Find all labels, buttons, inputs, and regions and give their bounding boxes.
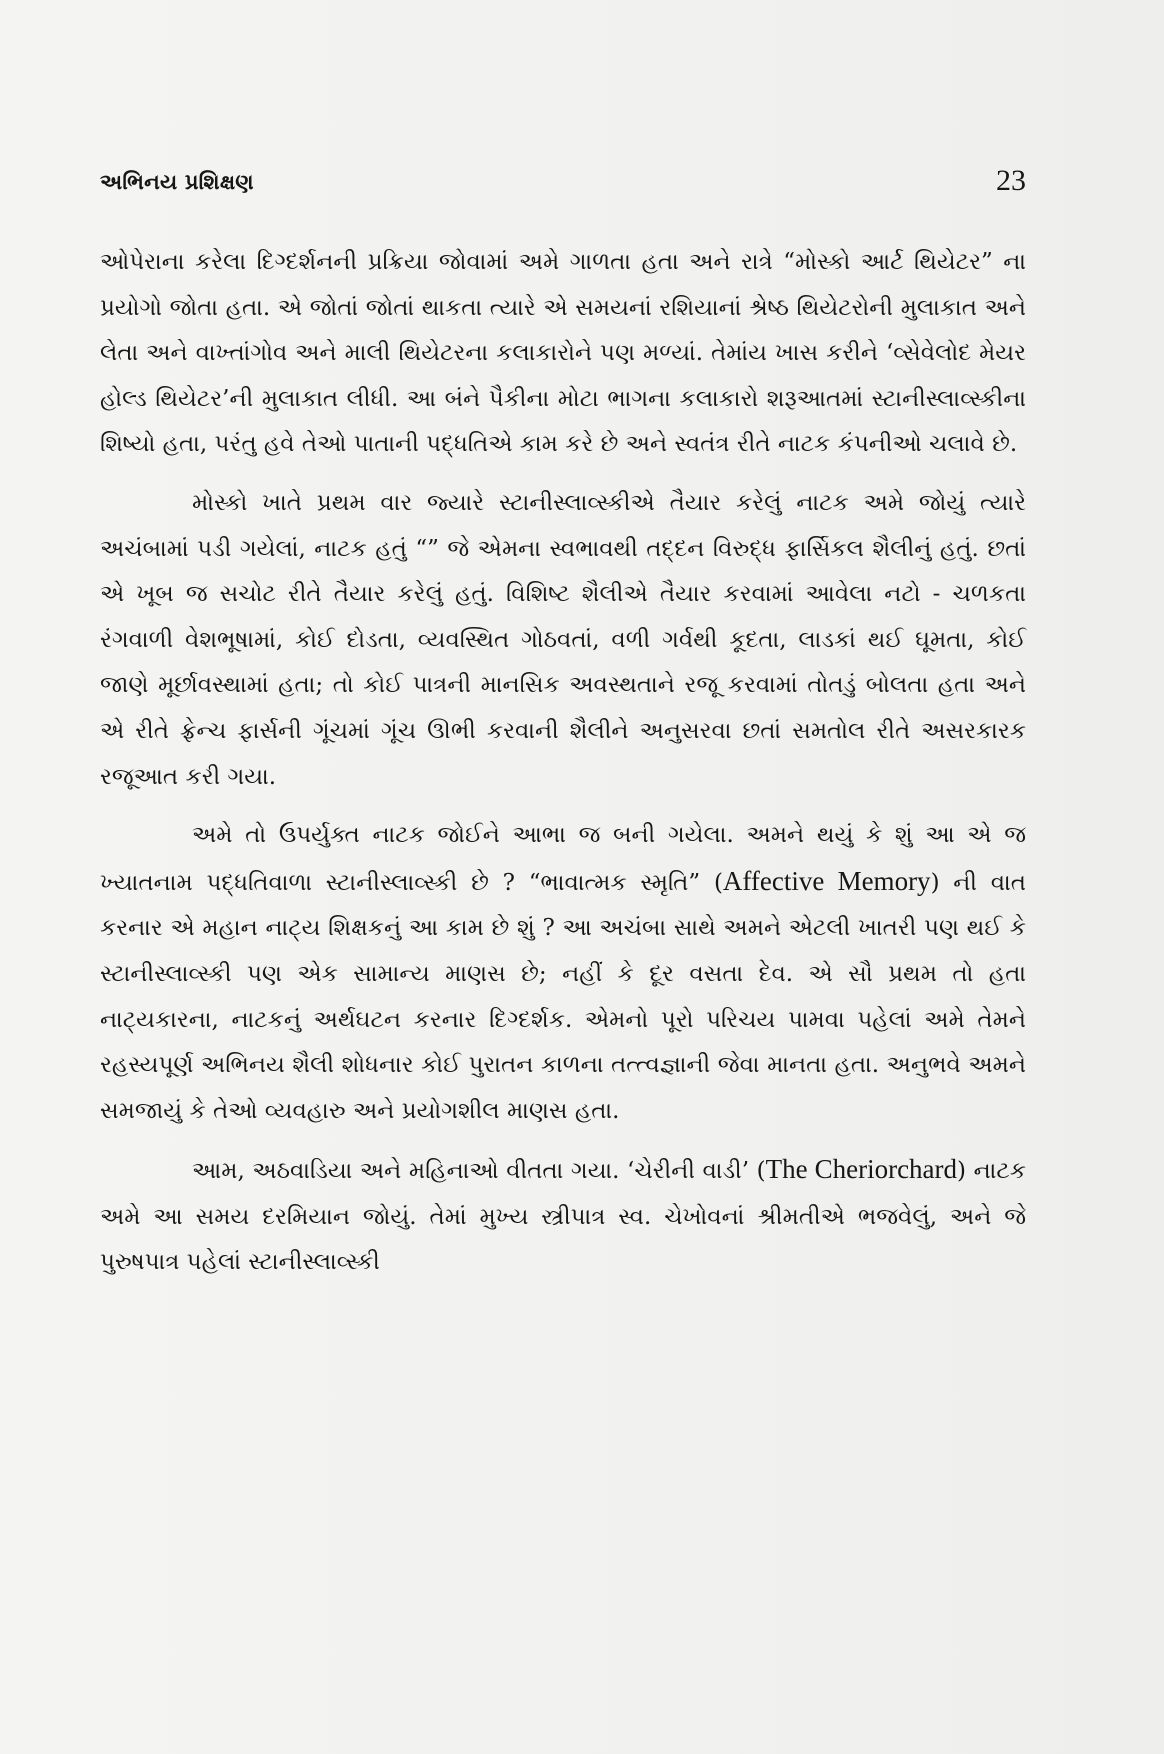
paragraph-2: મોસ્કો ખાતે પ્રથમ વાર જ્યારે સ્ટાનીસ્લાવ્સ્કીએ તૈયાર કરેલું નાટક અમે જોયું ત્યારે અચંબામાં પડી ગયેલાં, નાટક હતું “” જે એમના સ્વભાવથી તદ્દન વિરુદ્ધ ફાર્સિકલ શૈલીનું હતું. છતાં એ ખૂબ જ સચોટ રીતે તૈયાર કરેલું હતું. વિશિષ્ટ શૈલીએ તૈયાર કરવામાં આવેલા નટો - ચળકતા રંગવાળી વેશભૂષામાં, કોઈ દોડતા, વ્યવસ્થિત ગોઠવતાં, વળી ગર્વથી કૂદતા, લાડકાં થઈ ઘૂમતા, કોઈ જાણે મૂર્છાવસ્થામાં હતા; તો કોઈ પાત્રની માનસિક અવસ્થતાને રજૂ કરવામાં તોતડું બોલતા હતા અને એ રીતે ફ્રેન્ચ ફાર્સની ગૂંચમાં ગૂંચ ઊભી કરવાની શૈલીને અનુસરવા છતાં સમતોલ રીતે અસરકારક રજૂઆત કરી ગયા.: [100, 489, 1026, 790]
book-title: અભિનય પ્રશિક્ષણ: [100, 170, 254, 194]
paragraph-4: [100, 1147, 1026, 1286]
paragraph-3-text-end: ) ની વાત કરનાર એ મહાન નાટ્ય શિક્ષકનું આ કામ છે શું ? આ અચંબા સાથે અમને એટલી ખાતરી પણ થઈ કે સ્ટાનીસ્લાવ્સ્કી પણ એક સામાન્ય માણસ છે; નહીં કે દૂર વસતા દેવ. એ સૌ પ્રથમ તો હતા નાટ્યકારના, નાટકનું અર્થઘટન કરનાર દિગ્દર્શક. એમનો પૂરો પરિચય પામવા પહેલાં અમે તેમને રહસ્યપૂર્ણ અભિનય શૈલી શોધનાર કોઈ પુરાતન કાળના તત્ત્વજ્ઞાની જેવા માનતા હતા. અનુભવે અમને સમજાયું કે તેઓ વ્યવહારુ અને પ્રયોગશીલ માણસ હતા.: [100, 869, 1026, 1124]
paragraph-3: [100, 813, 1026, 1134]
paragraph-4-english-term: The Cheriorchard: [765, 1154, 958, 1185]
paragraph-3-text-start: અમે તો ઉપર્યુક્ત નાટક જોઈને આભા જ બની ગયેલા. અમને થયું કે શું આ એ જ ખ્યાતનામ પદ્ધતિવાળા સ્ટાનીસ્લાવ્સ્કી છે ? “ભાવાત્મક સ્મૃતિ” (: [100, 822, 1026, 896]
page-number: 23: [996, 164, 1026, 197]
running-header: [100, 164, 1026, 204]
paragraph-1: ઓપેરાના કરેલા દિગ્દર્શનની પ્રક્રિયા જોવામાં અમે ગાળતા હતા અને રાત્રે “મોસ્કો આર્ટ થિયેટર” ના પ્રયોગો જોતા હતા. એ જોતાં જોતાં થાકતા ત્યારે એ સમયનાં રશિયાનાં શ્રેષ્ઠ થિયેટરોની મુલાકાત અને લેતા અને વાખ્તાંગોવ અને માલી થિયેટરના કલાકારોને પણ મળ્યાં. તેમાંય ખાસ કરીને ‘વ્સેવેલોદ મેયર હોલ્ડ થિયેટર’ની મુલાકાત લીધી. આ બંને પૈકીના મોટા ભાગના કલાકારો શરૂઆતમાં સ્ટાનીસ્લાવ્સ્કીના શિષ્યો હતા, પરંતુ હવે તેઓ પાતાની પદ્ધતિએ કામ કરે છે અને સ્વતંત્ર રીતે નાટક કંપનીઓ ચલાવે છે.: [100, 249, 1026, 458]
paragraph-4-text-end: ) નાટક અમે આ સમય દરમિયાન જોયું. તેમાં મુખ્ય સ્ત્રીપાત્ર સ્વ. ચેખોવનાં શ્રીમતીએ ભજવેલું, અને જે પુરુષપાત્ર પહેલાં સ્ટાનીસ્લાવ્સ્કી: [100, 1158, 1026, 1276]
paragraph-3-english-term: Affective Memory: [722, 865, 931, 896]
body-text: [100, 240, 1026, 1286]
paragraph-4-text-start: આમ, અઠવાડિયા અને મહિનાઓ વીતતા ગયા. ‘ચેરીની વાડી’ (: [192, 1158, 766, 1185]
